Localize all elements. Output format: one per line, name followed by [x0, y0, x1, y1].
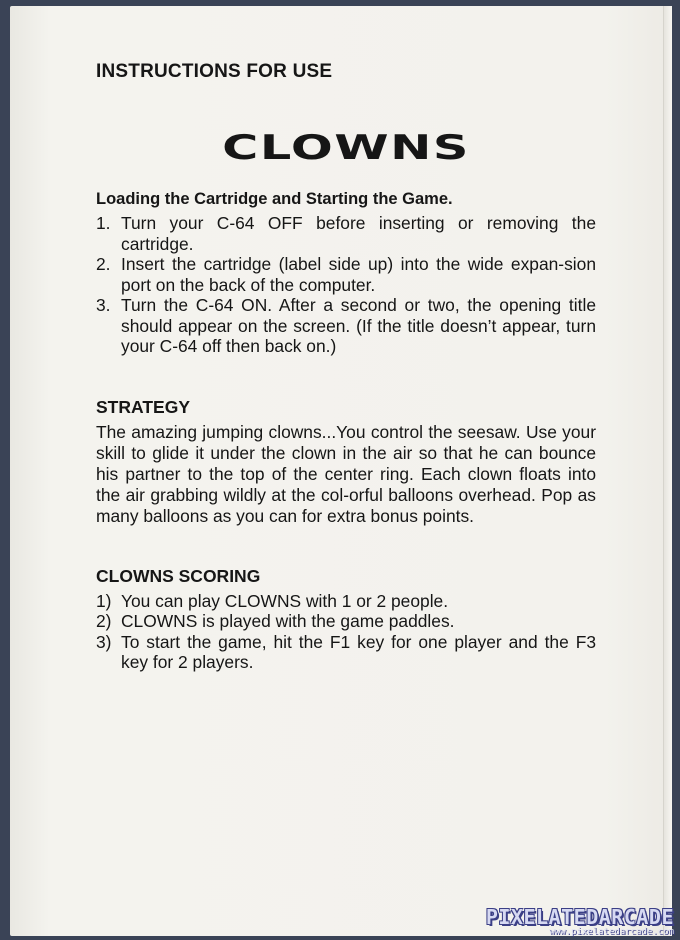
item-text: CLOWNS is played with the game paddles. — [121, 611, 455, 631]
item-text: To start the game, hit the F1 key for one player and the F3 key for 2 players. — [121, 631, 596, 672]
strategy-text: The amazing jumping clowns...You control the seesaw. Use your skill to glide it under the clown in the air so that he can bounce his partner to the top of the center ring. Each clown floats into the air grabbing wildly at the col-orful balloons overhead. Pop as many balloons as you can for extra bonus points. — [96, 421, 596, 526]
page-content — [96, 61, 596, 673]
step-text: Turn your C-64 OFF before inserting or removing the cartridge. — [121, 213, 596, 254]
loading-step — [96, 295, 596, 357]
watermark-url: www.pixelatedarcade.com — [549, 927, 674, 937]
item-number: 1) — [96, 590, 112, 611]
scoring-heading: CLOWNS SCORING — [96, 565, 261, 586]
scoring-section — [96, 566, 596, 673]
item-text: You can play CLOWNS with 1 or 2 people. — [121, 590, 449, 611]
scoring-item — [96, 611, 596, 632]
step-text: Turn the C-64 ON. After a second or two, the opening title should appear on the screen. (If the title doesn’t appear, turn your C-64 off then back on.) — [121, 295, 596, 356]
manual-page — [10, 6, 672, 936]
scoring-list — [96, 591, 596, 673]
loading-step — [96, 213, 596, 254]
loading-section — [96, 190, 596, 357]
item-number: 2) — [96, 611, 112, 631]
scoring-item — [96, 591, 596, 612]
step-number: 3. — [96, 295, 111, 315]
loading-heading: Loading the Cartridge and Starting the Game. — [96, 190, 453, 208]
item-number: 3) — [96, 631, 112, 652]
game-title: CLOWNS — [222, 128, 470, 168]
instructions-heading: INSTRUCTIONS FOR USE — [96, 61, 333, 82]
step-number: 2. — [96, 254, 111, 274]
watermark — [486, 905, 674, 937]
loading-steps — [96, 213, 596, 357]
strategy-section — [96, 397, 596, 527]
watermark-logo: PIXELATEDARCADE — [485, 905, 674, 929]
step-text: Insert the cartridge (label side up) into the wide expan-sion port on the back of the computer. — [121, 254, 596, 295]
loading-step — [96, 254, 596, 295]
scoring-item — [96, 632, 596, 673]
step-number: 1. — [96, 213, 111, 233]
strategy-heading: STRATEGY — [96, 396, 190, 417]
